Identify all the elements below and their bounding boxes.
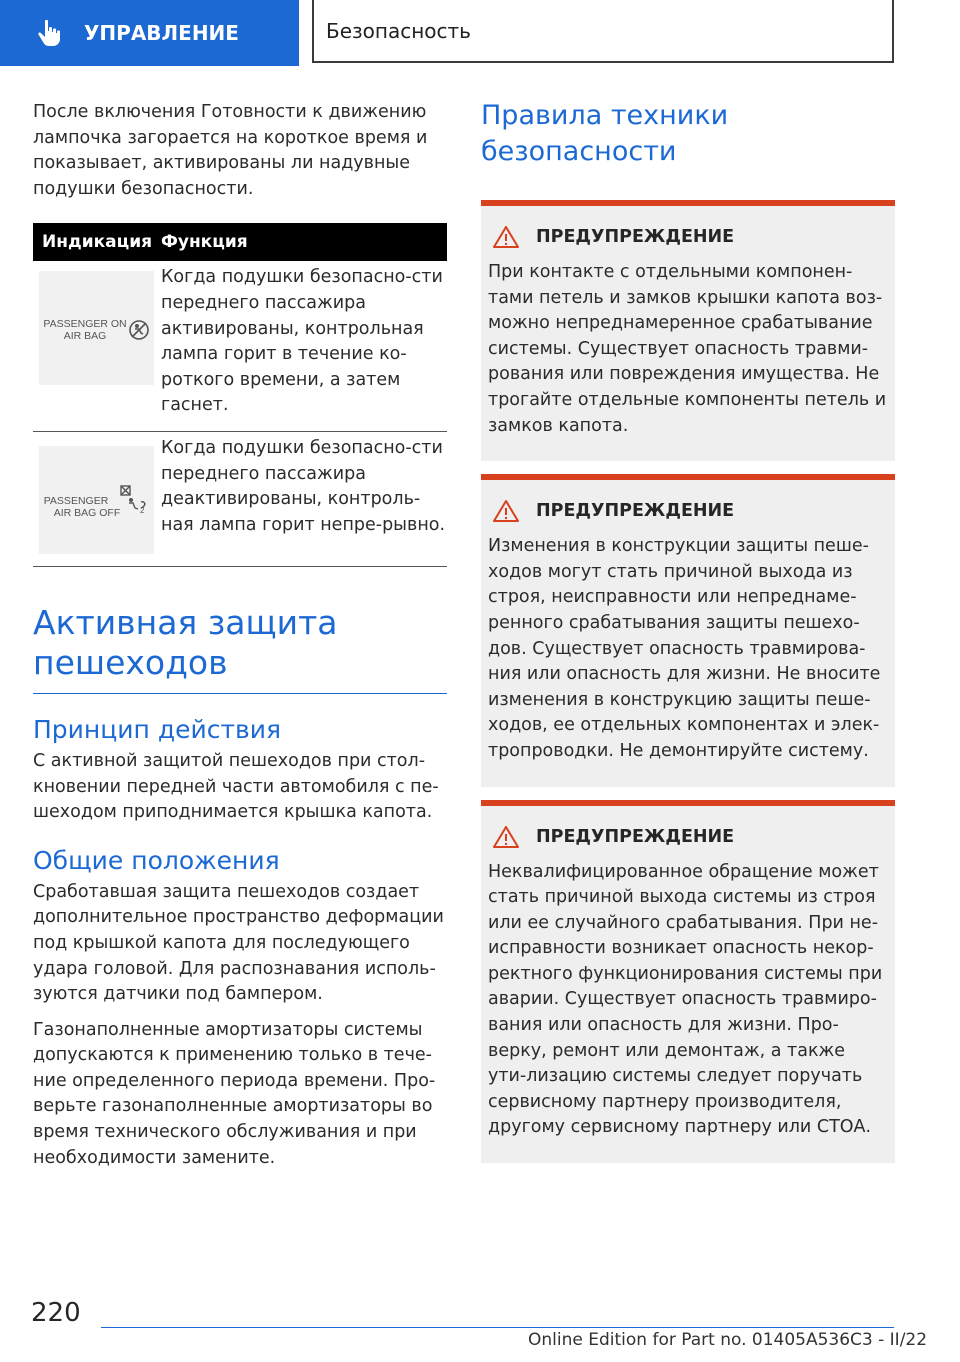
chapter-header <box>312 0 894 63</box>
warning-text: Неквалифицированное обращение может стать причиной выхода системы из строя или ее случайного срабатывания. При не-исправности возникает опасность некор-ректного функционирования системы при аварии. Существует опасность травмиро-вания или опасность для жизни. Про-верку, ремонт или демонтаж, а также ути-лизацию системы следует поручать сервисному партнеру производителя, другому сервисному партнеру или СТОА. <box>488 861 883 1138</box>
warning-heading <box>492 822 887 852</box>
warning-label: ПРЕДУПРЕЖДЕНИЕ <box>536 826 735 847</box>
table-cell-function: Когда подушки безопасно-сти переднего пассажира активированы, контрольная лампа горит в течение ко-роткого времени, а затем гаснет. <box>157 261 447 431</box>
section-tab[interactable] <box>0 0 299 66</box>
warning-triangle-icon <box>492 225 520 249</box>
airbag-on-lamp-image <box>39 271 154 385</box>
right-column <box>481 98 895 1163</box>
lamp-text-line2: AIR BAG <box>63 330 107 343</box>
warning-triangle-icon <box>492 825 520 849</box>
lamp-text-line1: PASSENGER ON <box>43 318 127 331</box>
principle-paragraph: С активной защитой пешеходов при стол-кновении передней части автомобиля с пе-шеходом приподнимается крышка капота. <box>33 750 439 823</box>
section-tab-label: УПРАВЛЕНИЕ <box>84 21 239 45</box>
indicator-table <box>33 223 447 567</box>
page-number: 220 <box>31 1298 81 1328</box>
section-title-safety-rules: Правила техники безопасности <box>481 100 729 167</box>
warning-label: ПРЕДУПРЕЖДЕНИЕ <box>536 501 735 522</box>
section-title-pedestrian-protection: Активная защита пешеходов <box>33 603 447 694</box>
warning-label: ПРЕДУПРЕЖДЕНИЕ <box>536 227 735 247</box>
table-header-row <box>33 223 447 261</box>
warning-heading <box>492 222 887 252</box>
warning-box <box>481 474 895 786</box>
warning-text: При контакте с отдельными компонен-тами петель и замков крышки капота воз-можно непреднамеренное срабатывание системы. Существует опасность травми-рования или повреждения имущества. Не трогайте отдельные компоненты петель и замков капота. <box>488 262 887 436</box>
table-cell-lamp <box>33 261 157 431</box>
lamp-text-line2: AIR BAG OFF <box>53 506 121 519</box>
svg-text:2: 2 <box>140 505 145 514</box>
airbag-off-lamp-image <box>39 446 154 554</box>
passenger-airbag-off-icon <box>119 484 149 514</box>
table-row <box>33 261 447 431</box>
chapter-title: Безопасность <box>326 18 471 43</box>
edition-note: Online Edition for Part no. 01405A536C3 - II/22 <box>528 1330 928 1350</box>
warning-text: Изменения в конструкции защиты пеше-ходов могут стать причиной выхода из строя, неисправности или непреднаме-ренного срабатывания защиты пешехо-дов. Существует опасность травмирова-ния или опасность для жизни. Не вносите изменения в конструкцию защиты пеше-ходов, ее отдельных компонентах и элек-тропроводки. Не демонтируйте систему. <box>488 536 881 761</box>
table-cell-lamp <box>33 431 157 566</box>
subsection-title-principle: Принцип действия <box>33 714 282 744</box>
general-paragraph-2: Газонаполненные амортизаторы системы допускаются к применению только в тече-ние определенного периода времени. Про-верьте газонаполненные амортизаторы во время технического обслуживания и при необходимости замените. <box>33 1019 436 1168</box>
table-header-function: Функция <box>157 223 447 261</box>
warning-box <box>481 200 895 461</box>
table-row <box>33 431 447 566</box>
hand-pointer-icon <box>34 18 64 48</box>
intro-paragraph: После включения Готовности к движению лампочка загорается на короткое время и показывает, активированы ли надувные подушки безопасности. <box>33 102 428 199</box>
table-header-indication: Индикация <box>33 223 157 261</box>
lamp-text-line1: PASSENGER <box>43 494 109 507</box>
table-cell-function: Когда подушки безопасно-сти переднего пассажира деактивированы, контроль-ная лампа горит непре-рывно. <box>157 431 447 566</box>
general-paragraph-1: Сработавшая защита пешеходов создает дополнительное пространство деформации под крышкой капота для последующего удара головой. Для распознавания исполь-зуются датчики под бампером. <box>33 881 444 1005</box>
subsection-title-general: Общие положения <box>33 845 280 875</box>
passenger-airbag-icon <box>129 319 149 341</box>
warning-triangle-icon <box>492 499 520 523</box>
warning-box <box>481 800 895 1164</box>
left-column <box>33 100 447 1171</box>
warning-heading <box>492 496 887 526</box>
footer-divider <box>101 1327 894 1328</box>
